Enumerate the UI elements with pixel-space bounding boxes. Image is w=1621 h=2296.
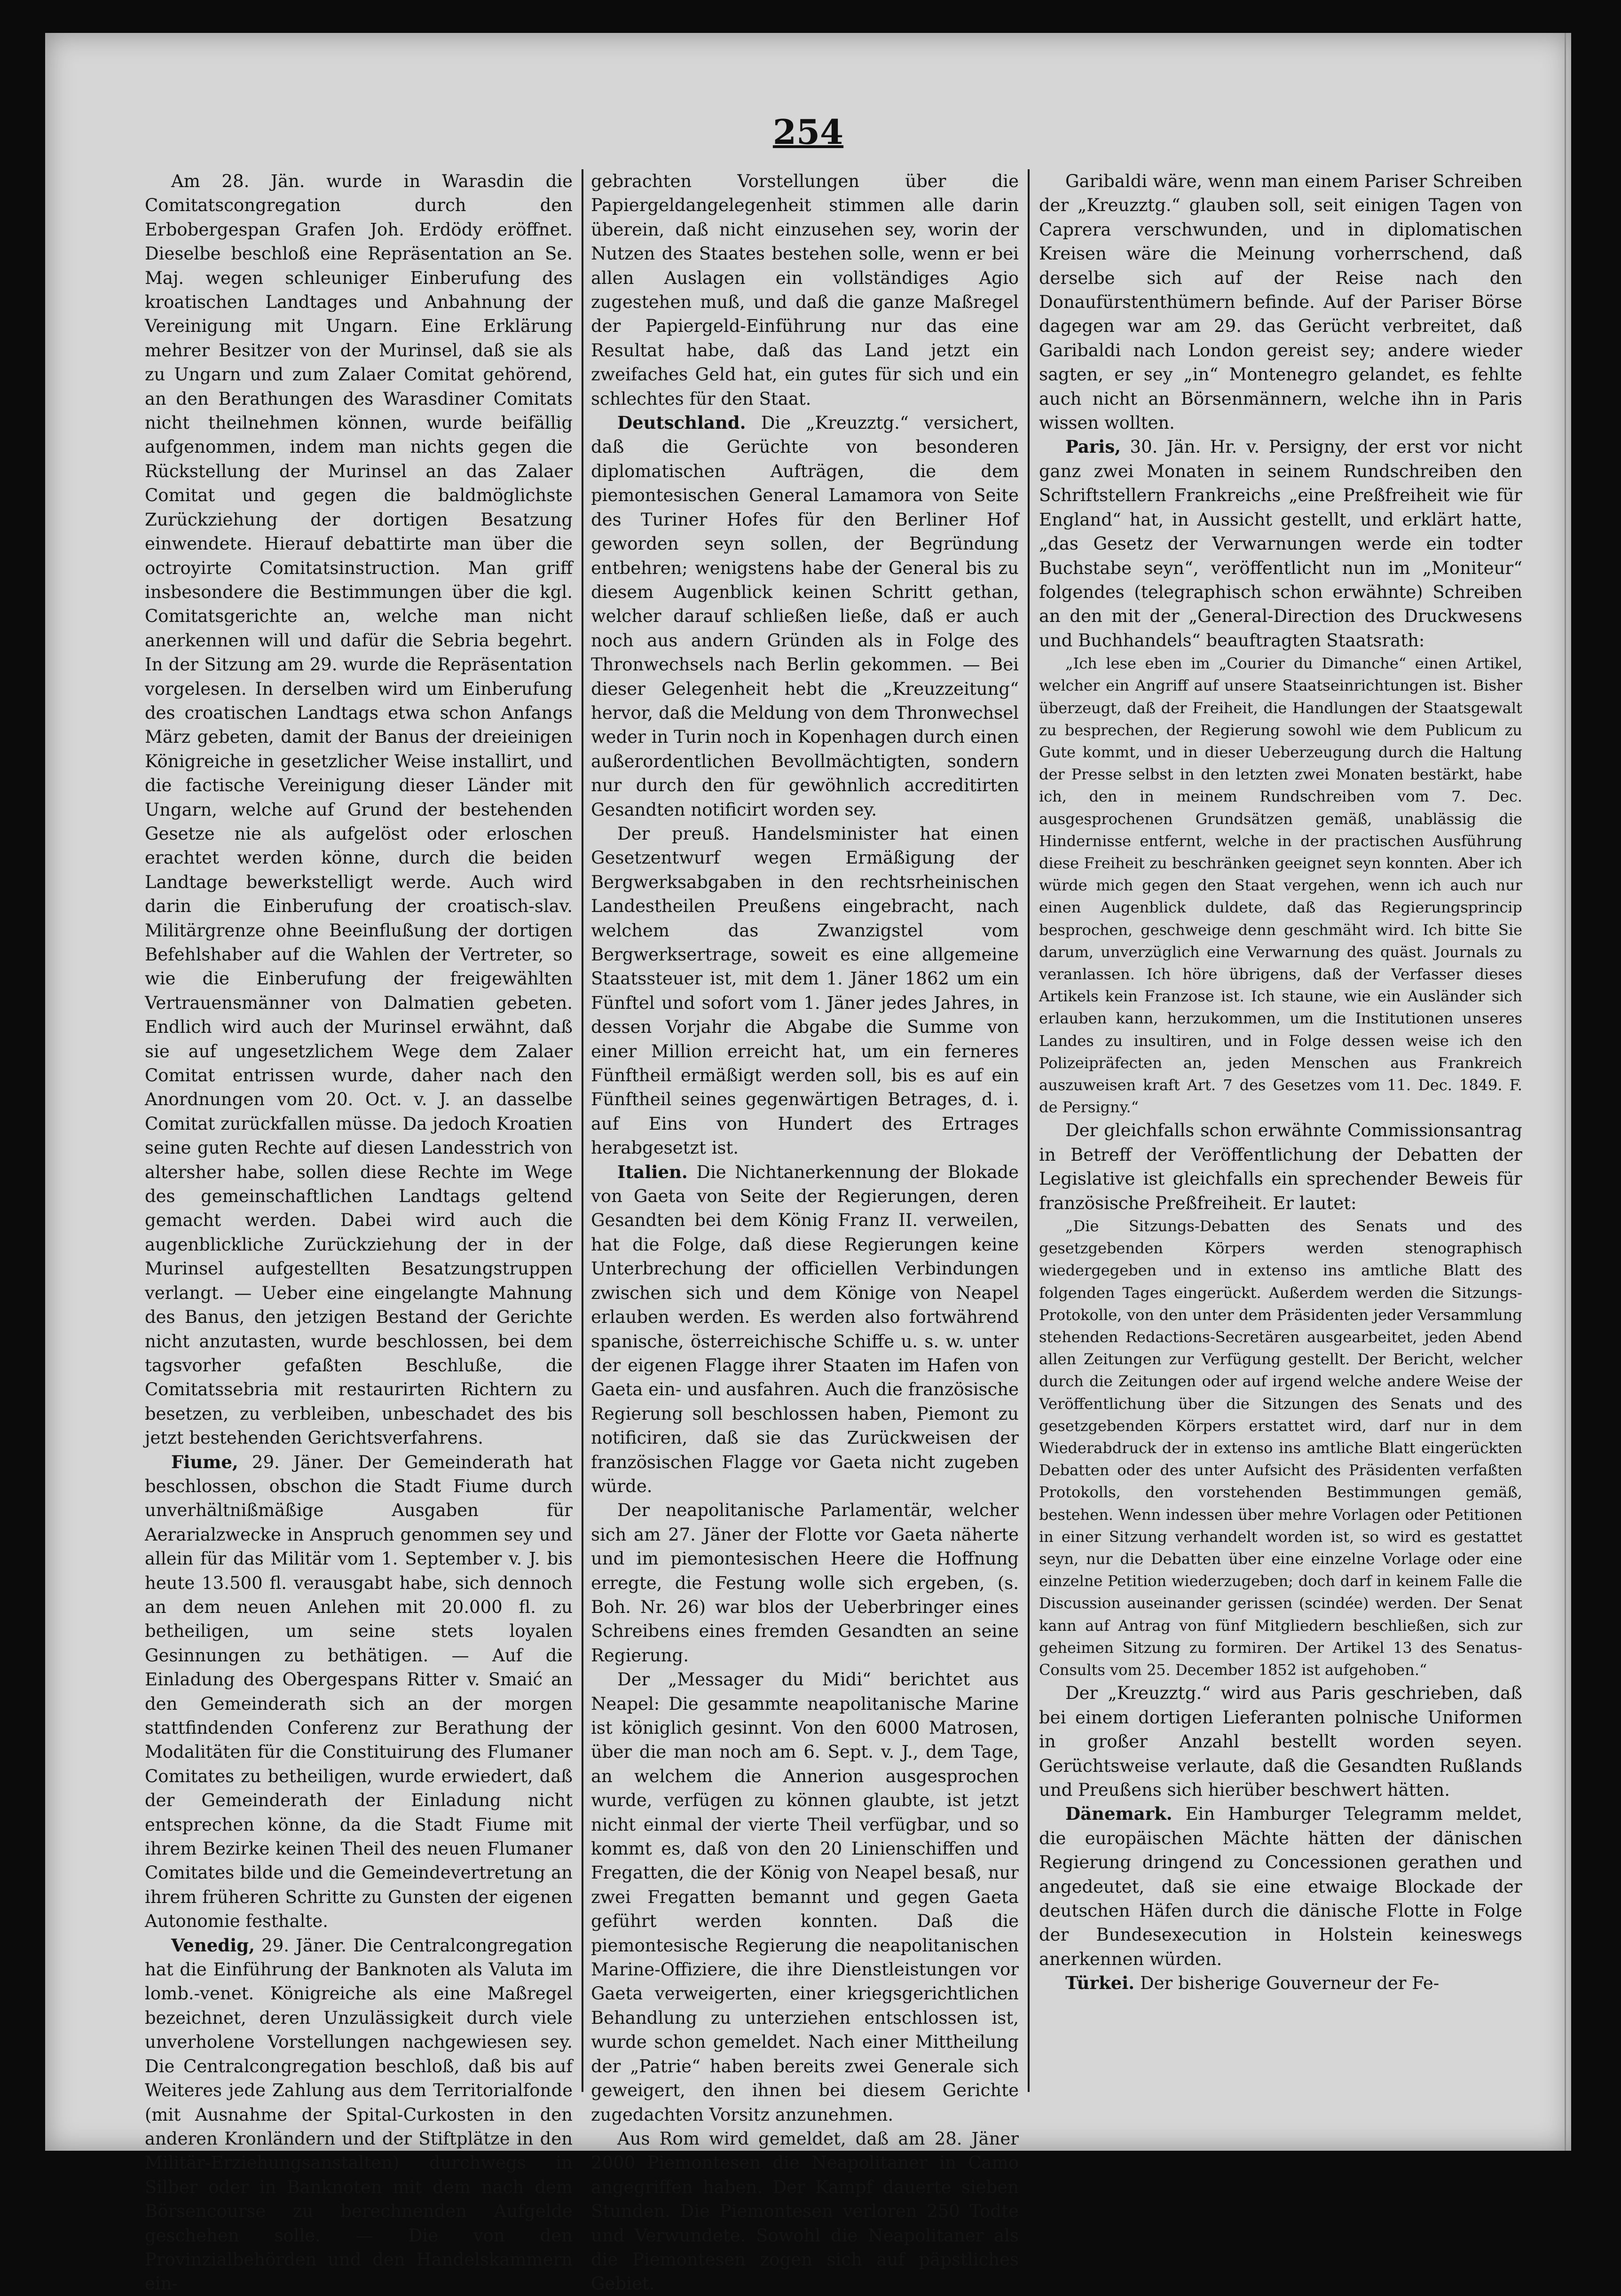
paragraph-text: 29. Jäner. Der Gemeinderath hat beschlossen, obschon die Stadt Fiume durch unverhältnißmäßige Ausgaben für Aerarialzwecke in Anspruch genommen sey und allein für das Militär vom 1. September v. J. bis heute 13.500 fl. verausgabt habe, sich dennoch an dem neuen Anlehen mit 20.000 fl. zu betheiligen, um seine stets loyalen Gesinnungen zu bethätigen. — Auf die Einladung des Obergespans Ritter v. Smaić an den Gemeinderath sich an der morgen stattfindenden Conferenz zur Berathung der Modalitäten für die Constituirung des Flumaner Comitates zu betheiligen, wurde erwiedert, daß der Gemeinderath der Einladung nicht entsprechen könne, da die Stadt Fiume mit ihrem Bezirke keinen Theil des neuen Flumaner Comitates bilde und die Gemeindevertretung an ihrem früheren Schritte zu Gunsten der eigenen Autonomie festhalte. [145,1452,573,1932]
article-paragraph [1039,435,1522,653]
article-paragraph [591,1160,1019,1499]
article-paragraph [1039,1971,1522,1995]
dateline: Türkei. [1065,1973,1135,1994]
paragraph-text: Der bisherige Gouverneur der Fe- [1140,1973,1440,1994]
dateline: Deutschland. [617,412,746,433]
dateline: Italien. [617,1161,688,1182]
paragraph-text: „Ich lese eben im „Courier du Dimanche“ einen Artikel, welcher ein Angriff auf unsere Staatseinrichtungen ist. Bisher überzeugt, daß der Freiheit, die Handlungen der Staatsgewalt zu besprechen, der Regierung sowohl wie dem Publicum zu Gute kommt, und in dieser Ueberzeugung durch die Haltung der Presse selbst in den letzten zwei Monaten bestärkt, habe ich, den in meinem Rundschreiben vom 7. Dec. ausgesprochenen Grundsätzen gemäß, unablässig die Hindernisse entfernt, welche in der practischen Ausführung diese Freiheit zu beschränken geeignet seyn konnten. Aber ich würde mich gegen den Staat vergehen, wenn ich auch nur einen Augenblick duldete, daß das Regierungsprincip besprochen, geschweige denn geschmäht wird. Ich bitte Sie darum, unverzüglich eine Verwarnung des quäst. Journals zu veranlassen. Ich höre übrigens, daß der Verfasser dieses Artikels kein Franzose ist. Ich staune, wie ein Ausländer sich erlauben kann, herzukommen, um die Institutionen unseres Landes zu insultiren, und in Folge dessen weise ich den Polizeipräfecten an, jeden Menschen aus Frankreich auszuweisen kraft Art. 7 des Gesetzes vom 11. Dec. 1849. F. de Persigny.“ [1039,654,1522,1117]
paragraph-text: 30. Jän. Hr. v. Persigny, der erst vor nicht ganz zwei Monaten in seinem Rundschreiben den Schriftstellern Frankreichs „eine Preßfreiheit wie für England“ hat, in Aussicht gestellt, und erklärt hatte, „das Gesetz der Verwarnungen werde ein todter Buchstabe seyn“, veröffentlicht nun im „Moniteur“ folgendes (telegraphisch schon erwähnte) Schreiben an den mit der „General-Direction des Druckwesens und Buchhandels“ beauftragten Staatsrath: [1039,437,1523,651]
paragraph-text: „Die Sitzungs-Debatten des Senats und des gesetzgebenden Körpers werden stenographisch wiedergegeben und in extenso ins amtliche Blatt des folgenden Tages eingerückt. Außerdem werden die Sitzungs-Protokolle, von den unter dem Präsidenten jeder Versammlung stehenden Redactions-Secretären ausgearbeitet, jeden Abend allen Zeitungen zur Verfügung gestellt. Der Bericht, welcher durch die Zeitungen oder auf irgend welche andere Weise der Veröffentlichung über die Sitzungen des Senats und des gesetzgebenden Körpers erstattet wird, darf nur in dem Wiederabdruck der in extenso ins amtliche Blatt eingerückten Debatten oder des unter Aufsicht des Präsidenten verfaßten Protokolls, den vorstehenden Bestimmungen gemäß, bestehen. Wenn indessen über mehre Vorlagen oder Petitionen in einer Sitzung verhandelt worden ist, so wird es gestattet seyn, nur die Debatten über eine einzelne Vorlage oder eine einzelne Petition wiederzugeben; doch darf in keinem Falle die Discussion auseinander gerissen (scindée) werden. Der Senat kann auf Antrag von fünf Mitgliedern beschließen, sich zur geheimen Sitzung zu formiren. Der Artikel 13 des Senatus-Consults vom 25. December 1852 ist aufgehoben.“ [1039,1217,1522,1679]
article-paragraph [145,1450,573,1934]
page-number: 254 [772,112,844,152]
article-paragraph [591,1498,1019,1667]
article-paragraph [1039,653,1522,1118]
article-paragraph [1039,1681,1522,1802]
column-3 [1039,169,1522,2115]
column-2 [591,169,1019,2294]
paragraph-text: Am 28. Jän. wurde in Warasdin die Comitatscongregation durch den Erbobergespan Grafen Joh. Erdödy eröffnet. Dieselbe beschloß eine Repräsentation an Se. Maj. wegen schleuniger Einberufung des kroatischen Landtages und Anbahnung der Vereinigung mit Ungarn. Eine Erklärung mehrer Besitzer von der Murinsel, daß sie als zu Ungarn und zum Zalaer Comitat gehörend, an den Berathungen des Warasdiner Comitats nicht theilnehmen können, wurde beifällig aufgenommen, indem man nichts gegen die Rückstellung der Murinsel an das Zalaer Comitat und gegen die baldmöglichste Zurückziehung der dortigen Besatzung einwendete. Hierauf debattirte man über die octroyirte Comitatsinstruction. Man griff insbesondere die Bestimmungen über die kgl. Comitatsgerichte an, welche man nicht anerkennen will und dafür die Sebria begehrt. In der Sitzung am 29. wurde die Repräsentation vorgelesen. In derselben wird um Einberufung des croatischen Landtags etwa schon Anfangs März gebeten, damit der Banus der dreieinigen Königreiche in gesetzlicher Weise installirt, und die factische Vereinigung dieser Länder mit Ungarn, welche auf Grund der bestehenden Gesetze nie als aufgelöst oder erloschen erachtet werden könne, durch die beiden Landtage bewerkstelligt werde. Auch wird darin die Einberufung der croatisch-slav. Militärgrenze ohne Beeinflußung der dortigen Befehlshaber auf die Wahlen der Vertreter, so wie die Einberufung der freigewählten Vertrauensmänner von Dalmatien gebeten. Endlich wird auch der Murinsel erwähnt, daß sie auf ungesetzlichem Wege dem Zalaer Comitat entrissen wurde, daher nach den Anordnungen vom 20. Oct. v. J. an dasselbe Comitat zurückfallen müsse. Da jedoch Kroatien seine guten Rechte auf diesen Landesstrich von altersher habe, sollen diese Rechte im Wege des gemeinschaftlichen Landtags geltend gemacht werden. Dabei wird auch die augenblickliche Zurückziehung der in der Murinsel aufgestellten Besatzungstruppen verlangt. — Ueber eine eingelangte Mahnung des Banus, den jetzigen Bestand der Gerichte nicht anzutasten, wurde beschlossen, bei dem tagsvorher gefaßten Beschluße, die Comitatssebria mit restaurirten Richtern zu besetzen, zu verbleiben, unbeschadet des bis jetzt bestehenden Gerichtsverfahrens. [145,171,573,1448]
paragraph-text: Der preuß. Handelsminister hat einen Gesetzentwurf wegen Ermäßigung der Bergwerksabgaben in den rechtsrheinischen Landestheilen Preußens eingebracht, nach welchem das Zwanzigstel vom Bergwerksertrage, soweit es eine allgemeine Staatssteuer ist, mit dem 1. Jäner 1862 um ein Fünftel und sofort vom 1. Jäner jedes Jahres, in dessen Vorjahr die Abgabe die Summe von einer Million erreicht hat, um ein ferneres Fünftheil ermäßigt werden soll, bis es auf ein Fünftheil seines gegenwärtigen Betrages, d. i. auf Eins von Hundert des Ertrages herabgesetzt ist. [591,823,1019,1158]
article-paragraph [1039,1118,1522,1215]
article-paragraph [591,1667,1019,2127]
dateline: Paris, [1065,436,1121,457]
paragraph-text: Aus Rom wird gemeldet, daß am 28. Jäner 2000 Piemontesen die Neapolitaner in Camo angegriffen haben. Der Kampf dauerte sieben Stunden. Die Piemontesen verloren 250 Todte und Verwundete. Sowohl die Neapolitaner als die Piemontesen zogen sich auf päpstliches Gebiet. [591,2128,1019,2294]
paragraph-text: gebrachten Vorstellungen über die Papiergeldangelegenheit stimmen alle darin überein, daß nicht einzusehen sey, worin der Nutzen des Staates bestehen solle, wenn er bei allen Auslagen ein vollständiges Agio zugestehen muß, und daß die ganze Maßregel der Papiergeld-Einführung nur das eine Resultat habe, daß das Land jetzt ein zweifaches Geld hat, ein gutes für sich und ein schlechtes für den Staat. [591,171,1019,409]
article-paragraph [591,822,1019,1160]
newspaper-page [45,33,1571,2294]
article-paragraph [1039,169,1522,435]
article-paragraph [145,1934,573,2296]
dateline: Venedig, [171,1934,255,1956]
article-paragraph [1039,1802,1522,1971]
column-1 [145,169,573,2294]
paragraph-text: 29. Jäner. Die Centralcongregation hat die Einführung der Banknoten als Valuta im lomb.-venet. Königreiche als eine Maßregel bezeichnet, deren Unzulässigkeit durch viele unverholene Vorstellungen nachgewiesen sey. Die Centralcongregation beschloß, daß bis auf Weiteres jede Zahlung aus dem Territorialfonde (mit Ausnahme der Spital-Curkosten in den anderen Kronländern und der Stiftplätze in den Militär-Erziehungsanstalten) durchwegs in Silber oder in Banknoten mit dem nach dem Börsencourse zu berechnenden Aufgelde geschehen solle. — Die von den Provinzialbehörden und den Handelskammern ein- [145,1935,573,2294]
column-rule [1028,169,1030,2092]
article-paragraph [145,169,573,1450]
paragraph-text: Ein Hamburger Telegramm meldet, die europäischen Mächte hätten der dänischen Regierung dringend zu Concessionen gerathen und angedeutet, daß sie eine etwaige Blockade der deutschen Häfen durch die dänische Flotte in Folge der Bundesexecution in Holstein keineswegs anerkennen würden. [1039,1804,1522,1969]
article-paragraph [1039,1215,1522,1681]
paragraph-text: Garibaldi wäre, wenn man einem Pariser Schreiben der „Kreuzztg.“ glauben soll, seit einigen Tagen von Caprera verschwunden, und in diplomatischen Kreisen wäre die Meinung vorherrschend, daß derselbe sich auf der Reise nach den Donaufürstenthümern befinde. Auf der Pariser Börse dagegen war am 29. das Gerücht verbreitet, daß Garibaldi nach London gereist sey; andere wieder sagten, er sey „in“ Montenegro gelandet, es fehlte auch nicht an Börsenmännern, welche ihn in Paris wissen wollten. [1039,171,1522,433]
paragraph-text: Die Nichtanerkennung der Blokade von Gaeta von Seite der Regierungen, deren Gesandten bei dem König Franz II. verweilen, hat die Folge, daß diese Regierungen keine Unterbrechung der officiellen Verbindungen zwischen sich und dem Könige von Neapel erlauben werden. Es werden also fortwährend spanische, österreichische Schiffe u. s. w. unter der eigenen Flagge ihrer Staaten im Hafen von Gaeta ein- und ausfahren. Auch die französische Regierung soll beschlossen haben, Piemont zu notificiren, daß sie das Zurückweisen der französischen Flagge vor Gaeta nicht zugeben würde. [591,1162,1019,1496]
dateline: Dänemark. [1065,1803,1172,1824]
paragraph-text: Der „Messager du Midi“ berichtet aus Neapel: Die gesammte neapolitanische Marine ist königlich gesinnt. Von den 6000 Matrosen, über die man noch am 6. Sept. v. J., dem Tage, an welchem die Annerion ausgesprochen wurde, verfügen zu können glaubte, ist jetzt nicht einmal der vierte Theil verfügbar, und so kommt es, daß von den 20 Linienschiffen und Fregatten, die der König von Neapel besaß, nur zwei Fregatten bemannt und gegen Gaeta geführt werden konnten. Daß die piemontesische Regierung die neapolitanischen Marine-Offiziere, die ihre Dienstleistungen vor Gaeta verweigerten, einer kriegsgerichtlichen Behandlung zu unterziehen entschlossen ist, wurde schon gemeldet. Nach einer Mittheilung der „Patrie“ haben bereits zwei Generale sich geweigert, den ihnen bei diesem Gerichte zugedachten Vorsitz anzunehmen. [591,1669,1019,2125]
paragraph-text: Der neapolitanische Parlamentär, welcher sich am 27. Jäner der Flotte vor Gaeta näherte und im piemontesischen Heere die Hoffnung erregte, die Festung wolle sich ergeben, (s. Boh. Nr. 26) war blos der Ueberbringer eines Schreibens eines fremden Gesandten an seine Regierung. [591,1500,1019,1666]
dateline: Fiume, [171,1451,238,1472]
article-paragraph [591,169,1019,411]
article-paragraph [591,2127,1019,2296]
paragraph-text: Die „Kreuzztg.“ versichert, daß die Gerüchte von besonderen diplomatischen Aufträgen, die dem piemontesischen General Lamamora von Seite des Turiner Hofes für den Berliner Hof geworden seyn sollen, der Begründung entbehren; wenigstens habe der General bis zu diesem Augenblick keinen Schritt gethan, welcher darauf schließen ließe, daß er auch noch aus andern Gründen als in Folge des Thronwechsels nach Berlin gekommen. — Bei dieser Gelegenheit hebt die „Kreuzzeitung“ hervor, daß die Meldung von dem Thronwechsel weder in Turin noch in Kopenhagen durch einen außerordentlichen Bevollmächtigten, sondern nur durch den für gewöhnlich accreditirten Gesandten notificirt worden sey. [591,413,1019,820]
scan-edge-line [1565,33,1566,2151]
article-paragraph [591,411,1019,822]
paragraph-text: Der „Kreuzztg.“ wird aus Paris geschrieben, daß bei einem dortigen Lieferanten polnische Uniformen in großer Anzahl bestellt worden seyen. Gerüchtsweise verlaute, daß die Gesandten Rußlands und Preußens sich hierüber beschwert hätten. [1039,1683,1522,1800]
paragraph-text: Der gleichfalls schon erwähnte Commissionsantrag in Betreff der Veröffentlichung der Debatten der Legislative ist gleichfalls ein sprechender Beweis für französische Preßfreiheit. Er lautet: [1039,1120,1522,1213]
column-rule [582,169,583,2092]
